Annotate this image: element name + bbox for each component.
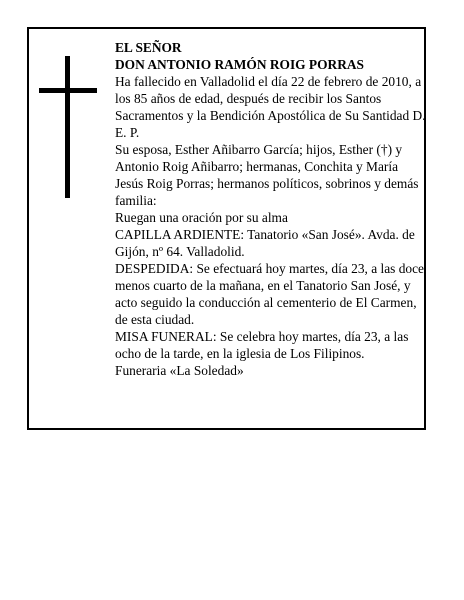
chapel-info: CAPILLA ARDIENTE: Tanatorio «San José». Avda. de Gijón, nº 64. Valladolid.	[115, 227, 415, 259]
funeral-home: Funeraria «La Soledad»	[115, 363, 244, 378]
deceased-name: DON ANTONIO RAMÓN ROIG PORRAS	[115, 57, 364, 72]
notice-text	[115, 39, 427, 379]
cross-horizontal-bar	[39, 88, 97, 93]
prayer-request: Ruegan una oración por su alma	[115, 210, 288, 225]
funeral-mass-info: MISA FUNERAL: Se celebra hoy martes, día 23, a las ocho de la tarde, en la iglesia de Los Filipinos.	[115, 329, 409, 361]
family-list: Su esposa, Esther Añibarro García; hijos, Esther (†) y Antonio Roig Añibarro; hermanas, Conchita y María Jesús Roig Porras; hermanos políticos, sobrinos y demás familia:	[115, 142, 419, 208]
death-announcement: Ha fallecido en Valladolid el día 22 de febrero de 2010, a los 85 años de edad, después de recibir los Santos Sacramentos y la Bendición Apostólica de Su Santidad D. E. P.	[115, 74, 426, 140]
farewell-info: DESPEDIDA: Se efectuará hoy martes, día 23, a las doce menos cuarto de la mañana, en el Tanatorio San José, y acto seguido la conducción al cementerio de El Carmen, de esta ciudad.	[115, 261, 425, 327]
cross-vertical-bar	[65, 56, 70, 198]
obituary-notice	[27, 27, 426, 430]
notice-title-line1: EL SEÑOR	[115, 40, 182, 55]
cross-icon	[39, 56, 97, 198]
